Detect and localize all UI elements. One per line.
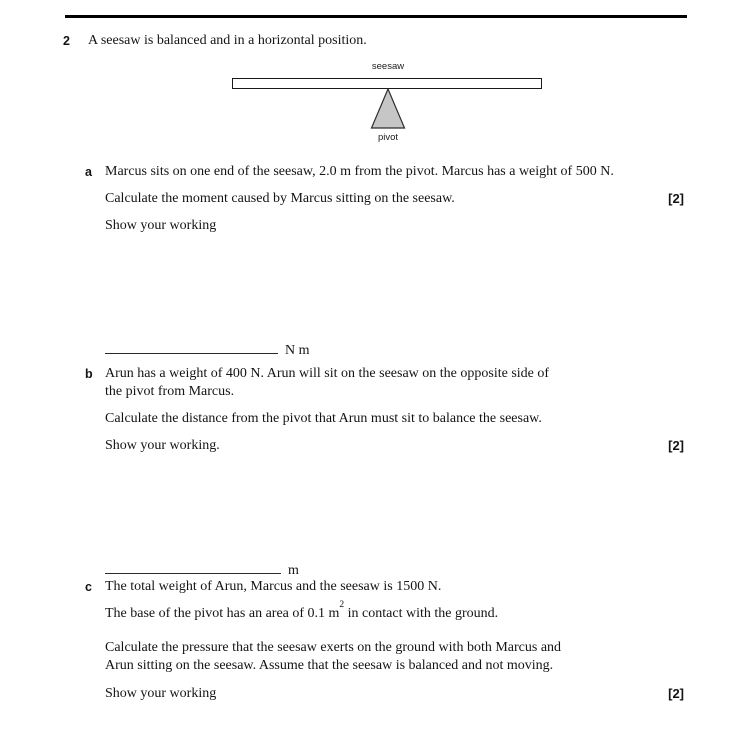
part-c-statement1: The total weight of Arun, Marcus and the seesaw is 1500 N. [105,579,442,594]
part-a-answer-unit: N m [285,343,310,358]
part-a-answer-blank [105,338,278,354]
part-c-statement2-text: The base of the pivot has an area of 0.1 m [105,606,340,621]
part-a-working-prompt: Show your working [105,218,217,233]
part-b-statement-line2: the pivot from Marcus. [105,384,235,399]
part-a-answer-row [105,338,310,358]
part-a-letter: a [85,165,92,179]
part-a-task: Calculate the moment caused by Marcus sitting on the seesaw. [105,191,455,206]
part-c-task-line2: Arun sitting on the seesaw. Assume that the seesaw is balanced and not moving. [105,658,554,673]
part-b-task: Calculate the distance from the pivot that Arun must sit to balance the seesaw. [105,411,542,426]
part-a-statement: Marcus sits on one end of the seesaw, 2.0 m from the pivot. Marcus has a weight of 500 N. [105,164,614,179]
part-b-letter: b [85,367,93,381]
question-intro: A seesaw is balanced and in a horizontal position. [88,33,367,48]
top-rule [65,15,687,18]
pivot-triangle-shape [372,89,405,128]
part-c-statement2 [105,600,499,621]
pivot-diagram-label: pivot [377,132,399,143]
part-c-marks: [2] [668,686,684,701]
part-c-statement2-superscript: 2 [339,600,345,611]
part-b-marks: [2] [668,438,684,453]
part-b-answer-blank [105,558,281,574]
part-a-marks: [2] [668,191,684,206]
part-c-letter: c [85,580,92,594]
part-c-statement2-tail: in contact with the ground. [344,606,499,621]
seesaw-diagram-label: seesaw [371,61,405,72]
part-b-working-prompt: Show your working. [105,438,220,453]
part-b-answer-row [105,558,299,578]
part-c-working-prompt: Show your working [105,686,217,701]
pivot-triangle [369,88,407,129]
part-b-answer-unit: m [288,563,299,578]
question-number: 2 [63,34,70,48]
part-c-task-line1: Calculate the pressure that the seesaw exerts on the ground with both Marcus and [105,640,562,655]
part-b-statement-line1: Arun has a weight of 400 N. Arun will sit on the seesaw on the opposite side of [105,366,550,381]
